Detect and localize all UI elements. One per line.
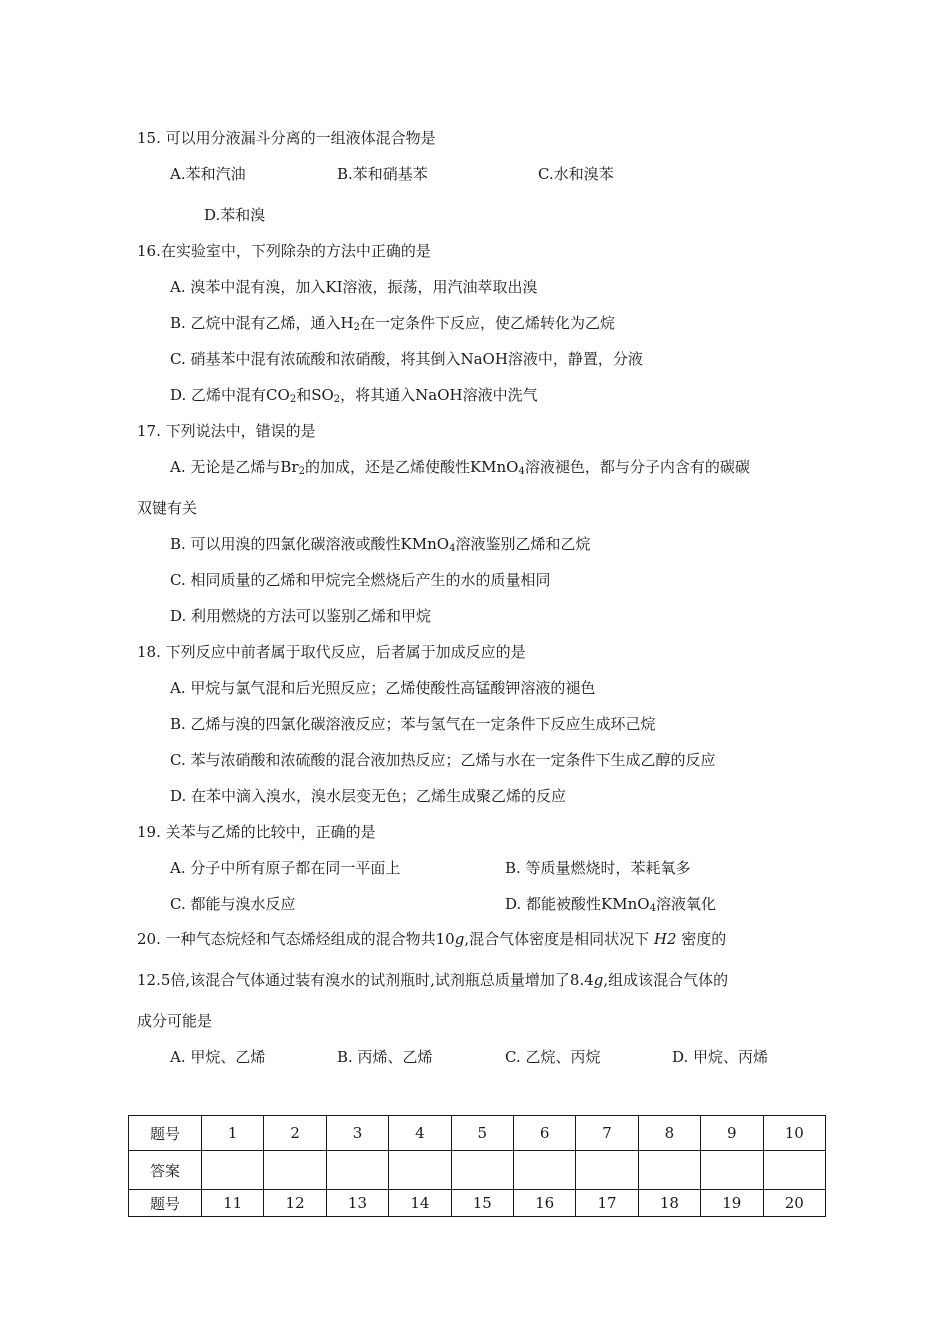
answer-cell[interactable] (638, 1151, 700, 1190)
table-cell: 2 (264, 1116, 326, 1151)
q20-l1-text-1: 20. 一种气态烷烃和气态烯烃组成的混合物共10 (137, 930, 455, 948)
table-cell: 4 (389, 1116, 451, 1151)
q16-option-c: C. 硝基苯中混有浓硫酸和浓硝酸，将其倒入NaOH溶液中，静置，分液 (170, 350, 643, 368)
answer-cell[interactable] (264, 1151, 326, 1190)
q16-d-subscript-2: 2 (333, 394, 341, 405)
answer-cell[interactable] (513, 1151, 575, 1190)
q16-option-a: A. 溴苯中混有溴，加入KI溶液，振荡，用汽油萃取出溴 (170, 278, 538, 296)
q20-option-a: A. 甲烷、乙烯 (170, 1048, 266, 1066)
q17-a-subscript-2: 4 (518, 466, 525, 477)
q20-stem-line-2 (137, 970, 728, 990)
q20-option-c: C. 乙烷、丙烷 (505, 1048, 601, 1066)
q20-l2-text-1: 12.5倍,该混合气体通过装有溴水的试剂瓶时,试剂瓶总质量增加了8.4 (137, 971, 594, 989)
q17-b-text-2: 溶液鉴别乙烯和乙烷 (455, 535, 591, 553)
q19-d-text-1: D. 都能被酸性KMnO (505, 895, 650, 913)
q15-option-d: D.苯和溴 (204, 206, 266, 224)
q18-option-b: B. 乙烯与溴的四氯化碳溶液反应；苯与氢气在一定条件下反应生成环己烷 (170, 715, 656, 733)
q16-d-subscript-1: 2 (289, 394, 297, 405)
answer-cell[interactable] (389, 1151, 451, 1190)
table-cell: 20 (763, 1190, 825, 1217)
q16-d-text-2: 和SO (296, 386, 334, 404)
answer-cell[interactable] (701, 1151, 763, 1190)
answer-cell[interactable] (326, 1151, 388, 1190)
q19-option-b: B. 等质量燃烧时，苯耗氧多 (505, 859, 691, 877)
table-cell: 9 (701, 1116, 763, 1151)
q17-option-c: C. 相同质量的乙烯和甲烷完全燃烧后产生的水的质量相同 (170, 571, 551, 589)
q19-option-c: C. 都能与溴水反应 (170, 895, 296, 913)
q19-d-subscript: 4 (649, 903, 656, 914)
answer-cell[interactable] (451, 1151, 513, 1190)
q20-l1-text-3: 密度的 (681, 930, 727, 948)
table-cell: 5 (451, 1116, 513, 1151)
table-cell: 17 (576, 1190, 638, 1217)
q19-option-a: A. 分子中所有原子都在同一平面上 (170, 859, 401, 877)
q17-option-d: D. 利用燃烧的方法可以鉴别乙烯和甲烷 (170, 607, 432, 625)
q16-b-text-1: B. 乙烷中混有乙烯，通入H (170, 314, 354, 332)
q16-d-text-1: D. 乙烯中混有CO (170, 386, 290, 404)
q19-d-text-2: 溶液氧化 (655, 895, 716, 913)
answer-table-row-answers (129, 1151, 826, 1190)
q17-a-text-2: 的加成，还是乙烯使酸性KMnO (304, 458, 519, 476)
table-label-question-number: 题号 (129, 1116, 202, 1151)
q18-option-c: C. 苯与浓硝酸和浓硫酸的混合液加热反应；乙烯与水在一定条件下生成乙醇的反应 (170, 751, 716, 769)
table-cell: 11 (202, 1190, 264, 1217)
table-cell: 8 (638, 1116, 700, 1151)
table-cell: 6 (513, 1116, 575, 1151)
q17-option-b (170, 534, 590, 554)
answer-table (128, 1115, 826, 1217)
q20-l1-unit-g: g (454, 930, 465, 948)
q17-a-text-3: 溶液褪色，都与分子内含有的碳碳 (524, 458, 750, 476)
table-cell: 12 (264, 1190, 326, 1217)
q16-option-d (170, 385, 538, 405)
table-cell: 15 (451, 1190, 513, 1217)
table-cell: 14 (389, 1190, 451, 1217)
q16-b-subscript: 2 (353, 322, 361, 333)
table-cell: 10 (763, 1116, 825, 1151)
q15-option-b: B.苯和硝基苯 (337, 165, 428, 183)
q16-option-b (170, 313, 615, 333)
q20-option-d: D. 甲烷、丙烯 (672, 1048, 769, 1066)
q18-option-d: D. 在苯中滴入溴水，溴水层变无色；乙烯生成聚乙烯的反应 (170, 787, 567, 805)
q17-b-subscript: 4 (449, 543, 456, 554)
q17-option-a-continued: 双键有关 (137, 499, 198, 517)
q17-a-subscript-1: 2 (298, 466, 305, 477)
q20-option-b: B. 丙烯、乙烯 (337, 1048, 433, 1066)
q15-option-a: A.苯和汽油 (170, 165, 246, 183)
q19-stem: 19. 关苯与乙烯的比较中，正确的是 (137, 823, 376, 841)
q17-a-text-1: A. 无论是乙烯与Br (170, 458, 299, 476)
q18-option-a: A. 甲烷与氯气混和后光照反应；乙烯使酸性高锰酸钾溶液的褪色 (170, 679, 596, 697)
table-label-question-number: 题号 (129, 1190, 202, 1217)
answer-cell[interactable] (763, 1151, 825, 1190)
q15-stem: 15. 可以用分液漏斗分离的一组液体混合物是 (137, 129, 436, 147)
q15-option-c: C.水和溴苯 (538, 165, 614, 183)
q17-stem: 17. 下列说法中，错误的是 (137, 422, 316, 440)
table-cell: 1 (202, 1116, 264, 1151)
table-cell: 19 (701, 1190, 763, 1217)
answer-table-row-numbers-2 (129, 1190, 826, 1217)
q17-b-text-1: B. 可以用溴的四氯化碳溶液或酸性KMnO (170, 535, 450, 553)
q20-l2-text-2: ,组成该混合气体的 (603, 971, 729, 989)
answer-table-row-numbers-1 (129, 1116, 826, 1151)
q16-d-text-3: ，将其通入NaOH溶液中洗气 (340, 386, 538, 404)
q20-stem-line-3: 成分可能是 (137, 1012, 213, 1030)
q16-stem: 16.在实验室中，下列除杂的方法中正确的是 (137, 242, 431, 260)
answer-cell[interactable] (202, 1151, 264, 1190)
q18-stem: 18. 下列反应中前者属于取代反应，后者属于加成反应的是 (137, 643, 526, 661)
table-label-answer: 答案 (129, 1151, 202, 1190)
q16-b-text-2: 在一定条件下反应，使乙烯转化为乙烷 (360, 314, 616, 332)
q20-stem-line-1 (137, 929, 726, 949)
table-cell: 7 (576, 1116, 638, 1151)
q20-l2-unit-g: g (593, 971, 604, 989)
q17-option-a (170, 457, 750, 477)
q19-option-d (505, 894, 716, 914)
table-cell: 13 (326, 1190, 388, 1217)
table-cell: 16 (513, 1190, 575, 1217)
q20-l1-text-2: ,混合气体密度是相同状况下 (464, 930, 650, 948)
q20-l1-h2: H2 (653, 930, 677, 948)
table-cell: 18 (638, 1190, 700, 1217)
answer-cell[interactable] (576, 1151, 638, 1190)
table-cell: 3 (326, 1116, 388, 1151)
